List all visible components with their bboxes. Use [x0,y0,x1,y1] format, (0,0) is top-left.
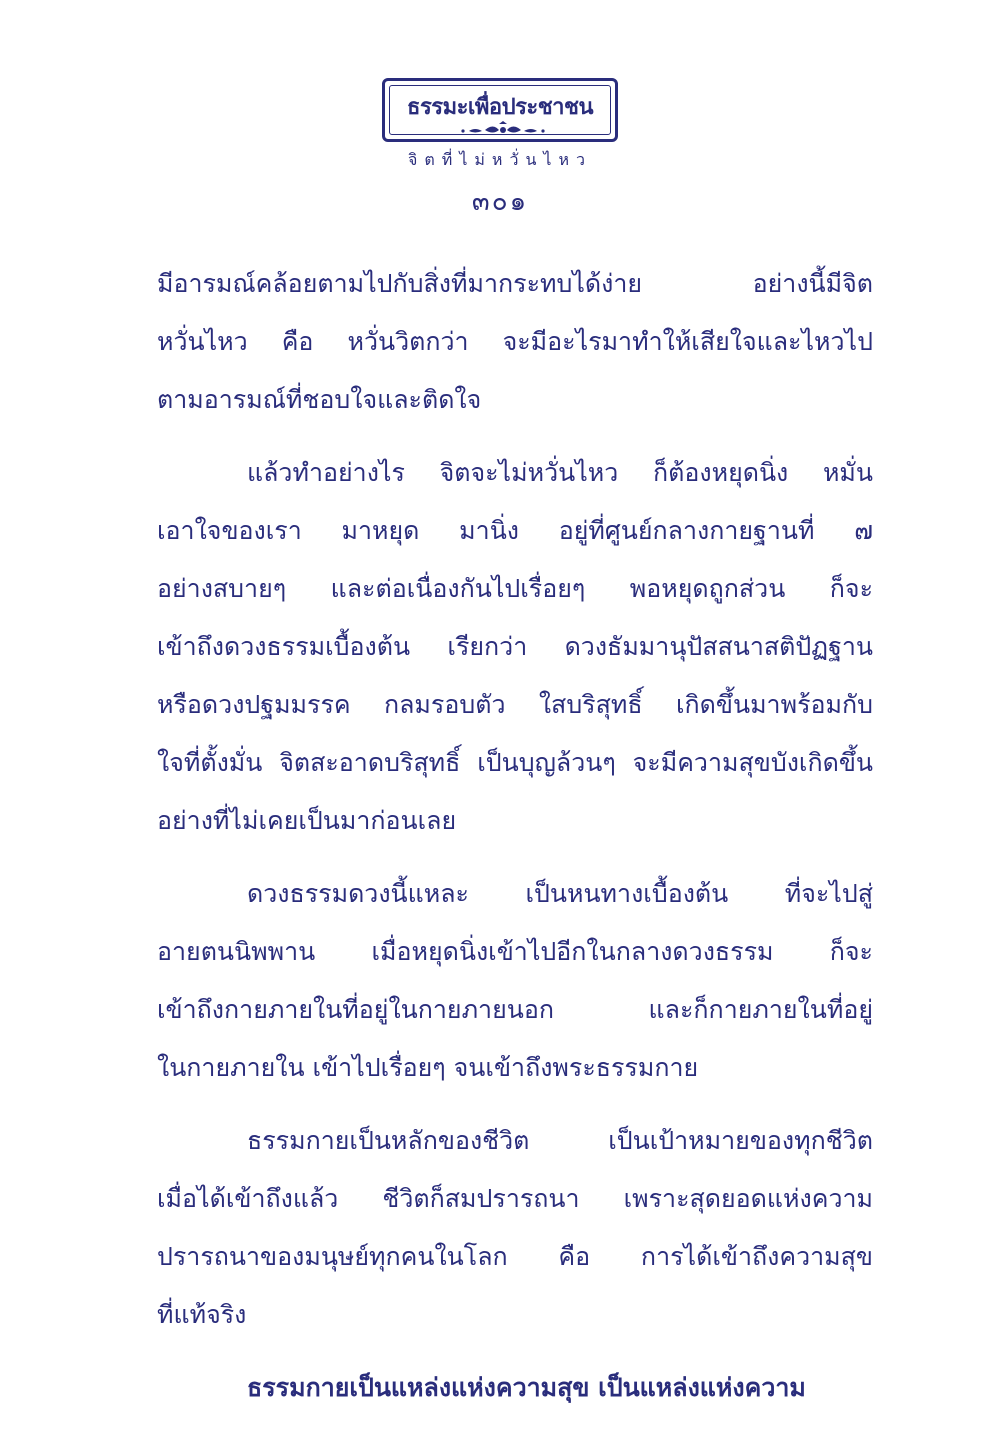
paragraph-2 [157,444,873,850]
text-line: ตามอารมณ์ที่ชอบใจและติดใจ [157,385,482,414]
text-line: อายตนนิพพาน เมื่อหยุดนิ่งเข้าไปอีกในกลางดวงธรรม ก็จะ [157,937,873,966]
text-line: เข้าถึงกายภายในที่อยู่ในกายภายนอก และก็กายภายในที่อยู่ [157,995,873,1024]
body-text [157,255,873,1417]
text-line: ปรารถนาของมนุษย์ทุกคนในโลก คือ การได้เข้าถึงความสุข [157,1242,873,1271]
series-logo [382,78,618,142]
paragraph-3 [157,865,873,1097]
paragraph-1 [157,255,873,429]
text-line: อย่างที่ไม่เคยเป็นมาก่อนเลย [157,806,457,835]
text-line: ดวงธรรมดวงนี้แหละ เป็นหนทางเบื้องต้น ที่จะไปสู่ [247,879,873,908]
text-line: อย่างสบายๆ และต่อเนื่องกันไปเรื่อยๆ พอหยุดถูกส่วน ก็จะ [157,574,873,603]
text-line: หรือดวงปฐมมรรค กลมรอบตัว ใสบริสุทธิ์ เกิดขึ้นมาพร้อมกับ [157,690,873,719]
chapter-title: จิตที่ไม่หวั่นไหว [408,150,592,169]
text-line: เข้าถึงดวงธรรมเบื้องต้น เรียกว่า ดวงธัมมานุปัสสนาสติปัฏฐาน [157,632,873,661]
text-line: เอาใจของเรา มาหยุด มานิ่ง อยู่ที่ศูนย์กลางกายฐานที่ ๗ [157,516,873,545]
text-line: เมื่อได้เข้าถึงแล้ว ชีวิตก็สมปรารถนา เพราะสุดยอดแห่งความ [157,1184,873,1213]
page-number: ๓๐๑ [471,187,529,217]
text-line: หวั่นไหว คือ หวั่นวิตกว่า จะมีอะไรมาทำให้เสียใจและไหวไป [157,327,873,356]
text-line: ใจที่ตั้งมั่น จิตสะอาดบริสุทธิ์ เป็นบุญล้วนๆ จะมีความสุขบังเกิดขึ้น [157,748,873,777]
text-line: แล้วทำอย่างไร จิตจะไม่หวั่นไหว ก็ต้องหยุดนิ่ง หมั่น [247,458,873,487]
page-header [0,78,1000,222]
logo-text: ธรรมะเพื่อประชาชน [407,94,593,120]
text-line: ธรรมกายเป็นหลักของชีวิต เป็นเป้าหมายของทุกชีวิต [247,1126,873,1155]
text-line: ในกายภายใน เข้าไปเรื่อยๆ จนเข้าถึงพระธรรมกาย [157,1053,699,1082]
paragraph-4 [157,1112,873,1344]
bold-heading-line: ธรรมกายเป็นแหล่งแห่งความสุข เป็นแหล่งแห่งความ [247,1373,806,1402]
text-line: มีอารมณ์คล้อยตามไปกับสิ่งที่มากระทบได้ง่าย อย่างนี้มีจิต [157,269,873,298]
text-line: ที่แท้จริง [157,1300,247,1329]
ornament-icon [385,121,621,137]
